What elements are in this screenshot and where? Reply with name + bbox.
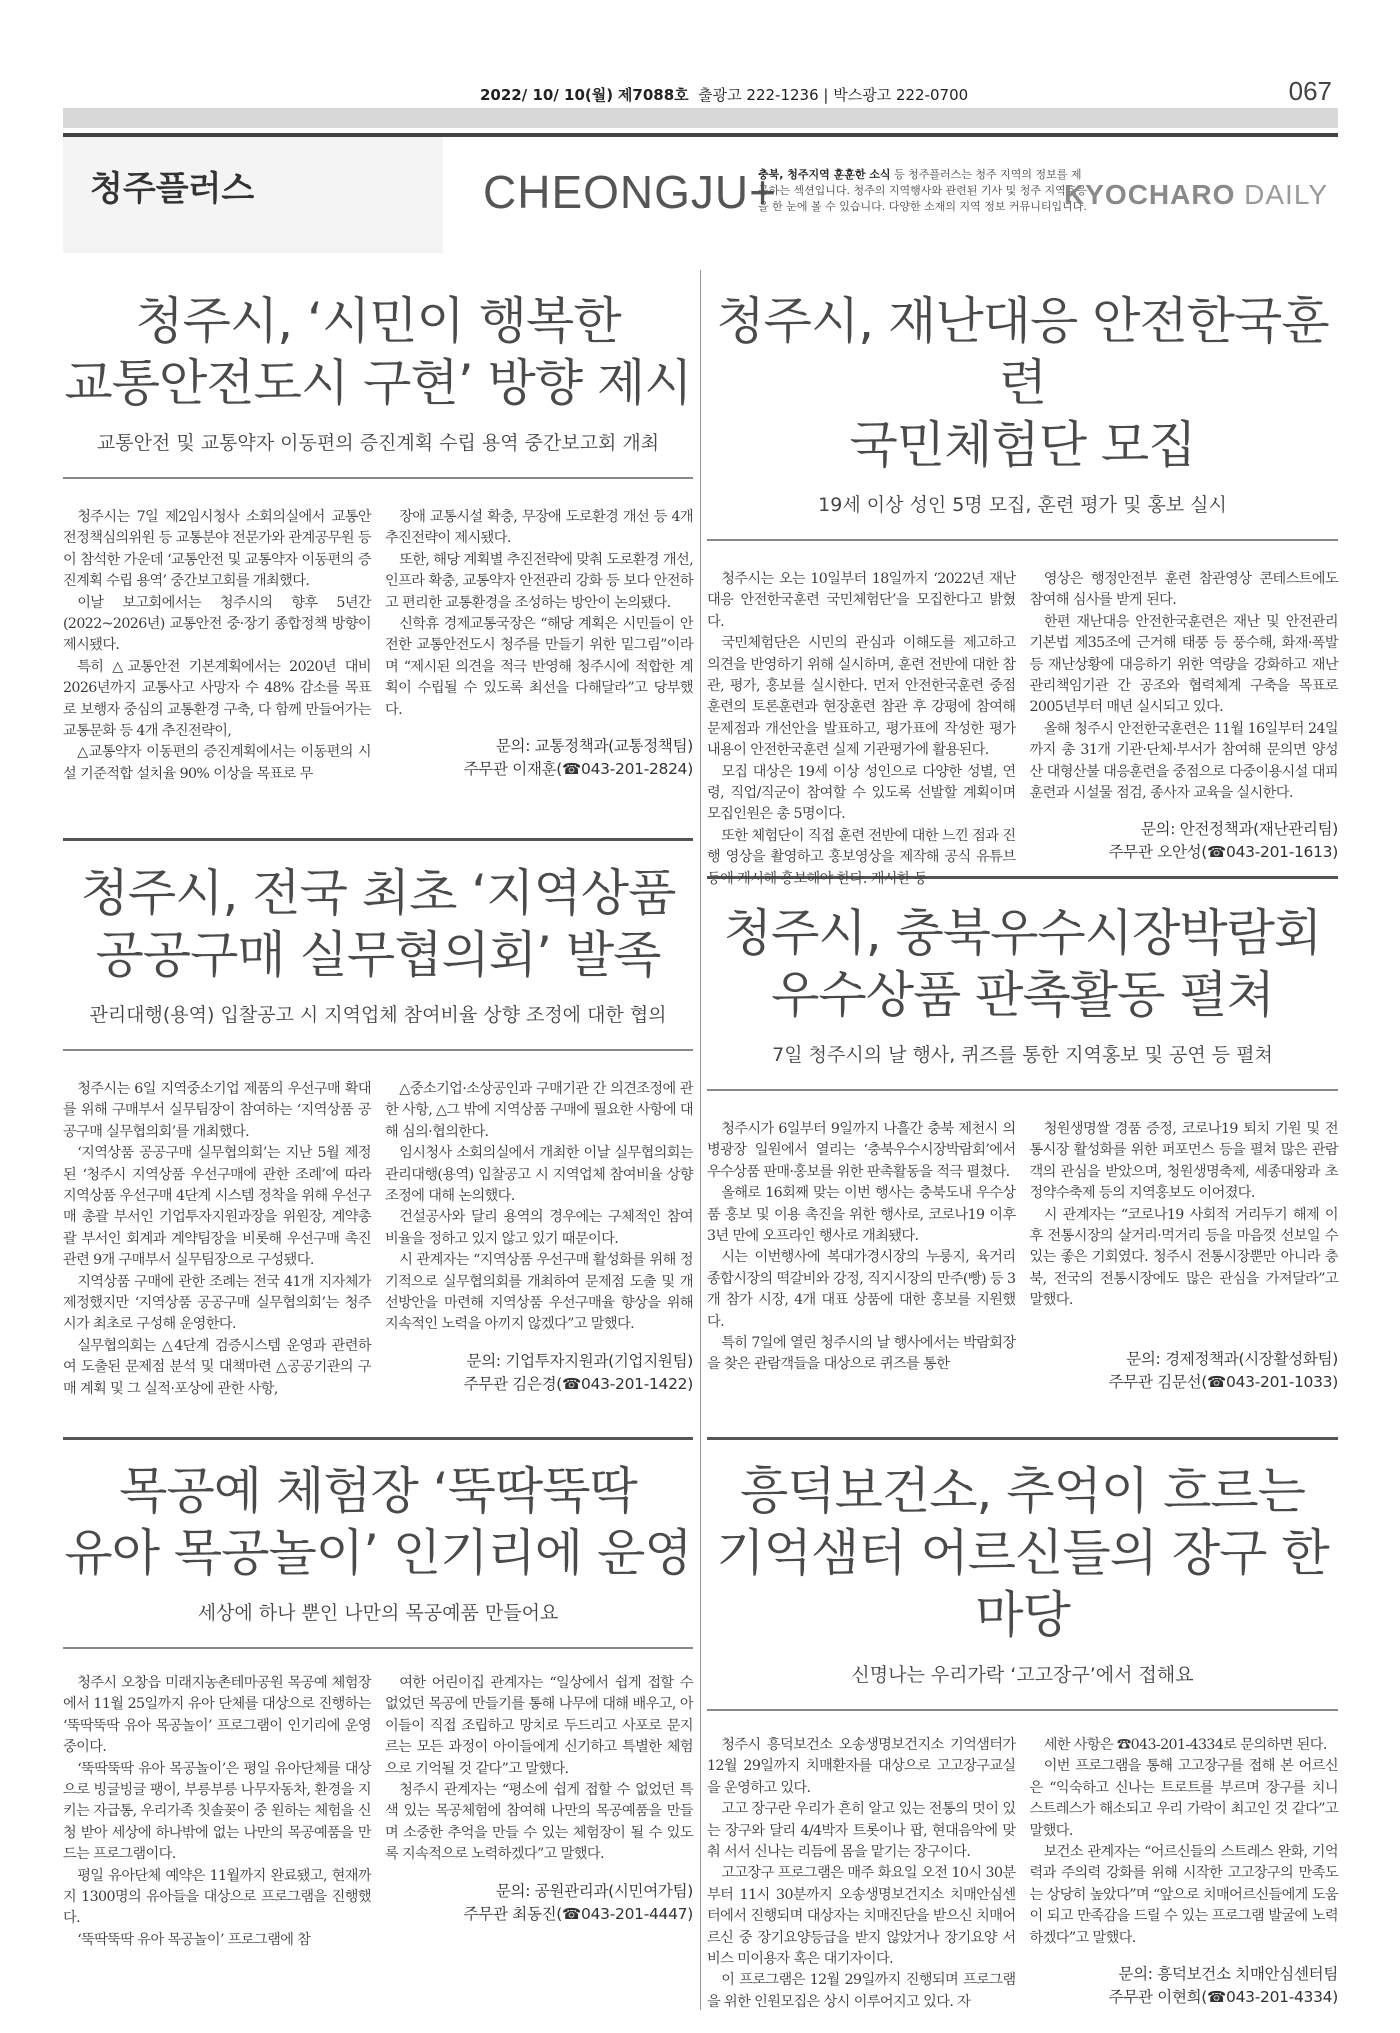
paragraph: 지역상품 구매에 관한 조례는 전국 41개 지자체가 제정했지만 ‘지역상품 공공구매 실무협의회’는 청주시가 최초로 구성해 운영한다. [63,1273,371,1333]
article-column-1 [63,507,371,785]
subtitle-rule [707,1089,1338,1091]
headline-line-1: 청주시, 전국 최초 ‘지역상품 [80,864,676,922]
article-column-1 [707,1735,1016,2013]
paragraph: 국민체험단은 시민의 관심과 이해도를 제고하고 의견을 반영하기 위해 실시하며, 훈련 전반에 대한 참관, 평가, 홍보를 실시한다. 먼저 안전한국훈련 중점훈련의 토론훈련과 현장훈련 참관 후 강평에 참여해 문제점과 개선안을 발표하고, 평가표에 작성한 평가내용이 안전한국훈련 실제 기관평가에 활용된다. [707,635,1016,759]
section-banner [63,133,1338,253]
issue-date: 2022/ 10/ 10(월) [480,86,614,104]
subtitle-rule [63,1647,693,1649]
article-woodcraft [63,1460,693,1951]
page-number: 067 [1288,76,1332,106]
headline-line-2: 우수상품 판촉활동 펼쳐 [771,966,1274,1024]
article-disaster-training [707,290,1338,890]
article-subtitle: 신명나는 우리가락 ‘고고장구’에서 접해요 [851,1664,1194,1686]
article-contact [385,1880,693,1926]
headline-line-2: 유아 목공놀이’ 인기리에 운영 [64,1524,692,1582]
contact-person: 주무관 최동진(☎043-201-4447) [463,1904,693,1923]
divider-left-1 [63,838,693,841]
contact-person: 주무관 이재훈(☎043-201-2824) [463,760,693,779]
article-market-expo [707,902,1338,1394]
article-subtitle: 관리대행(용역) 입찰공고 시 지역업체 참여비율 상향 조정에 대한 협의 [89,1004,667,1026]
article-traffic-safety [63,290,693,785]
column-divider [700,270,701,2010]
headline-line-1: 청주시, 충북우수시장박람회 [723,904,1322,962]
paragraph: 올해 청주시 안전한국훈련은 11월 16일부터 24일까지 총 31개 기관·단체·부서가 참여해 문의면 양성산 대형산불 대응훈련을 중점으로 다중이용시설 대피훈련과 시설물 점검, 종사자 교육을 실시한다. [1029,720,1338,802]
article-column-2 [1030,1119,1339,1394]
logo-bold: KYOCHARO [1064,179,1236,210]
paragraph: ‘지역상품 공공구매 실무협의회’는 지난 5월 제정된 ‘청주시 지역상품 우선구매에 관한 조례’에 따라 지역상품 우선구매 4단계 시스템 정착을 위해 우선구매 총괄 부서인 기업투자지원과장을 위원장, 계약총괄 부서인 회계과 계약팀장을 비롯해 우선구매 촉진 관련 9개 구매부서 실무팀장으로 구성됐다. [63,1145,371,1269]
article-column-2 [385,1079,693,1400]
paragraph: 청주시는 6일 지역중소기업 제품의 우선구매 확대를 위해 구매부서 실무팀장이 참여하는 ‘지역상품 공공구매 실무협의회’를 개최했다. [63,1081,371,1140]
article-janggu-class [707,1460,1338,2013]
paragraph: 고고장구 프로그램은 매주 화요일 오전 10시 30분부터 11시 30분까지 오송생명보건지소 치매안심센터에서 진행되며 대상자는 치매진단을 받으신 치매어르신 중 장기요양등급을 받지 않았거나 장기요양 서비스 미이용자 혹은 대기자이다. [707,1865,1016,1968]
paragraph: △중소기업·소상공인과 구매기관 간 의견조정에 관한 사항, △그 밖에 지역상품 구매에 필요한 사항에 대해 심의·협의한다. [385,1081,693,1140]
section-description [758,167,1088,215]
paragraph: 특히 7일에 열린 청주시의 날 행사에서는 박람회장을 찾은 관람객들을 대상으로 퀴즈를 통한 [707,1335,1016,1373]
article-subtitle: 19세 이상 성인 5명 모집, 훈련 평가 및 홍보 실시 [818,494,1227,516]
headline-line-1: 청주시, ‘시민이 행복한 [135,292,621,350]
paragraph: 이번 프로그램을 통해 고고장구를 접해 본 어르신은 “익숙하고 신나는 트로트를 부르며 장구를 치니 스트레스가 해소되고 우리 가락이 최고인 것 같다”고 말했다. [1029,1758,1338,1839]
paragraph: 평일 유아단체 예약은 11월까지 완료됐고, 현재까지 1300명의 유아들을 대상으로 프로그램을 진행했다. [63,1867,371,1927]
article-column-2 [1030,569,1339,890]
article-headline [707,290,1338,476]
article-column-1 [63,1673,371,1951]
divider-left-2 [63,1437,693,1440]
article-headline [707,1460,1338,1646]
article-contact [1030,818,1339,864]
newspaper-logo [1064,179,1328,211]
paragraph: 모집 대상은 19세 이상 성인으로 다양한 성별, 연령, 직업/직군이 참여할 수 있도록 선발할 계획이며 모집인원은 총 5명이다. [707,763,1016,823]
article-contact [1030,1348,1339,1394]
issue-info [480,84,968,105]
paragraph: 시 관계자는 “코로나19 사회적 거리두기 해제 이후 전통시장의 살거리·먹거리 등을 마음껏 선보일 수 있는 좋은 기회였다. 청주시 전통시장뿐만 아니라 충북, 전국의 전통시장에도 많은 관심을 가져달라”고 말했다. [1029,1206,1338,1309]
subtitle-rule [63,1049,693,1051]
article-column-1 [707,569,1016,890]
paragraph: 이날 보고회에서는 청주시의 향후 5년간(2022~2026년) 교통안전 중·장기 종합정책 방향이 제시됐다. [63,594,371,654]
paragraph: 보건소 관계자는 “어르신들의 스트레스 완화, 기억력과 주의력 강화를 위해 시작한 고고장구의 만족도는 상당히 높았다”며 “앞으로 치매어르신들에게 도움이 되고 만족감을 드릴 수 있는 프로그램 발굴에 노력하겠다”고 말했다. [1029,1844,1338,1946]
desc-rest: 등 청주플러스는 청주 지역의 정보를 제공하는 섹션입니다. 청주의 지역행사와 관련된 기사 및 청주 지역호응을 한 눈에 볼 수 있습니다. 다양한 소재의 지역 정보 커뮤니티입니다. [758,168,1087,213]
paragraph: 청주시 관계자는 “평소에 쉽게 접할 수 없었던 특색 있는 목공체험에 참여해 나만의 목공예품을 만들며 소중한 추억을 만들 수 있는 체험장이 될 수 있도록 지속적으로 노력하겠다”고 말했다. [385,1782,693,1863]
ad-contacts: 출광고 222-1236 | 박스광고 222-0700 [698,86,969,104]
paragraph: 청원생명쌀 경품 증정, 코로나19 퇴치 기원 및 전통시장 활성화를 위한 퍼포먼스 등을 펼쳐 많은 관람객의 관심을 받았으며, 청원생명축제, 세종대왕과 초정약수축제 등의 지역홍보도 이어졌다. [1029,1121,1338,1202]
desc-bold: 충북, 청주지역 훈훈한 소식 [758,168,891,181]
contact-person: 주무관 이현희(☎043-201-4334) [1108,1988,1338,2007]
article-local-procurement [63,862,693,1400]
paragraph: 청주시는 오는 10일부터 18일까지 ‘2022년 재난대응 안전한국훈련 국민체험단’을 모집한다고 밝혔다. [707,571,1016,630]
headline-line-2: 기억샘터 어르신들의 장구 한마당 [716,1524,1329,1644]
headline-line-1: 청주시, 재난대응 안전한국훈련 [716,292,1329,412]
paragraph: 또한 체험단이 직접 훈련 전반에 대한 느낀 점과 진행 영상을 촬영하고 홍보영상을 제작해 공식 유튜브 등에 게시해 홍보해야 한다. 게시한 동 [707,827,1016,887]
headline-line-2: 국민체험단 모집 [849,416,1196,474]
contact-person: 주무관 김문선(☎043-201-1033) [1108,1372,1338,1391]
paragraph: 신학휴 경제교통국장은 “해당 계획은 시민들이 안전한 교통안전도시 청주를 만들기 위한 밑그림”이라며 “제시된 의견을 적극 반영해 청주시에 적합한 계획이 수립될 수 있도록 최선을 다해달라”고 당부했다. [385,616,693,718]
contact-dept: 문의: 공원관리과(시민여가팀) [495,1881,693,1900]
article-contact [1030,1963,1339,2009]
paragraph: 고고 장구란 우리가 흔히 알고 있는 전통의 멋이 있는 장구와 달리 4/4박자 트롯이나 팝, 현대음악에 맞춰 서서 신나는 리듬에 몸을 맡기는 장구이다. [707,1801,1016,1861]
contact-dept: 문의: 흥덕보건소 치매안심센터팀 [1118,1965,1338,1984]
article-contact [385,735,693,781]
article-headline [63,862,693,986]
paragraph: 이 프로그램은 12월 29일까지 진행되며 프로그램을 위한 인원모집은 상시 이루어지고 있다. 자 [707,1972,1016,2010]
contact-dept: 문의: 교통정책과(교통정책팀) [495,737,693,756]
paragraph: 세한 사항은 ☎043-201-4334로 문의하면 된다. [1043,1737,1327,1753]
article-column-2 [1030,1735,1339,2013]
paragraph: 청주시 흥덕보건소 오송생명보건지소 기억샘터가 12월 29일까지 치매환자를 대상으로 고고장구교실을 운영하고 있다. [707,1737,1016,1796]
logo-rest: DAILY [1235,179,1328,210]
article-headline [63,1460,693,1584]
article-subtitle: 교통안전 및 교통약자 이동편의 증진계획 수립 용역 중간보고회 개최 [96,432,660,454]
paragraph: 특히 △교통안전 기본계획에서는 2020년 대비 2026년까지 교통사고 사망자 수 48% 감소를 목표로 보행자 중심의 교통환경 구축, 다 함께 만들어가는 교통문화 등 4개 추진전략이, [63,658,371,740]
article-headline [63,290,693,414]
paragraph: 한편 재난대응 안전한국훈련은 재난 및 안전관리 기본법 제35조에 근거해 태풍 등 풍수해, 화재·폭발 등 재난상황에 대응하기 위한 역량을 강화하고 재난관리책임기관 간 공조와 협력체계 구축을 목표로 2005년부터 매년 실시되고 있다. [1029,613,1338,716]
paragraph: 시는 이번행사에 복대가경시장의 누룽지, 육거리종합시장의 떡갈비와 강정, 직지시장의 만주(빵) 등 3개 참가 시장, 4개 대표 상품에 대한 홍보를 지원했다. [707,1249,1016,1330]
article-headline [707,902,1338,1026]
paragraph: 청주시는 7일 제2임시청사 소회의실에서 교통안전정책심의위원 등 교통분야 전문가와 관계공무원 등이 참석한 가운데 ‘교통안전 및 교통약자 이동편의 증진계획 수립 용역’ 중간보고회를 개최했다. [63,509,371,590]
article-subtitle: 7일 청주시의 날 행사, 퀴즈를 통한 지역홍보 및 공연 등 펼쳐 [772,1044,1273,1066]
contact-person: 주무관 오안성(☎043-201-1613) [1108,843,1338,862]
paragraph: 건설공사와 달리 용역의 경우에는 구체적인 참여비율을 정하고 있지 않고 있기 때문이다. [385,1209,693,1247]
paragraph: 시 관계자는 “지역상품 우선구매 활성화를 위해 정기적으로 실무협의회를 개최하여 문제점 도출 및 개선방안을 마련해 지역상품 우선구매율 향상을 위해 지속적인 노력을 아끼지 않겠다”고 말했다. [385,1252,693,1333]
paragraph: 여한 어린이집 관계자는 “일상에서 쉽게 접할 수 없었던 목공에 만들기를 통해 나무에 대해 배우고, 아이들이 직접 조립하고 망치로 두드리고 사포로 문지르는 모든 과정이 아이들에게 신기하고 특별한 체험으로 기억될 것 같다”고 말했다. [385,1675,693,1777]
article-column-1 [707,1119,1016,1394]
paragraph: 청주시 오창읍 미래지농촌테마공원 목공예 체험장에서 11월 25일까지 유아 단체를 대상으로 진행하는 ‘뚝딱뚝딱 유아 목공놀이’ 프로그램이 인기리에 운영 중이다. [63,1675,371,1756]
contact-dept: 문의: 기업투자지원과(기업지원팀) [466,1351,693,1370]
article-column-2 [385,507,693,785]
headline-line-2: 공공구매 실무협의회’ 발족 [95,926,661,984]
paragraph: ‘뚝딱뚝딱 유아 목공놀이’ 프로그램에 참 [77,1931,311,1948]
header-rule [63,108,1338,128]
subtitle-rule [63,477,693,479]
paragraph: ‘뚝딱뚝딱 유아 목공놀이’은 평일 유아단체를 대상으로 빙글빙글 팽이, 부릉부릉 나무자동차, 환경을 지키는 자급통, 우리가족 칫솔꽂이 중 원하는 체험을 신청 받아 세상에 하나밖에 없는 나만의 목공예품을 만드는 프로그램이다. [63,1760,371,1863]
article-contact [385,1350,693,1396]
headline-line-2: 교통안전도시 구현’ 방향 제시 [64,354,692,412]
paragraph: 장애 교통시설 확충, 무장애 도로환경 개선 등 4개 추진전략이 제시됐다. [385,509,693,547]
paragraph: 실무협의회는 △4단계 검증시스템 운영과 관련하여 도출된 문제점 분석 및 대책마련 △공공기관의 구매 계획 및 그 실적·포상에 관한 사항, [63,1337,371,1397]
contact-person: 주무관 김은경(☎043-201-1422) [463,1374,693,1393]
contact-dept: 문의: 안전정책과(재난관리팀) [1140,820,1338,839]
subtitle-rule [707,539,1338,541]
headline-line-1: 흥덕보건소, 추억이 흐르는 [740,1462,1305,1520]
article-column-2 [385,1673,693,1951]
section-brand: CHEONGJU+ [483,166,777,218]
article-column-1 [63,1079,371,1400]
page-header [0,78,1400,106]
issue-number: 제7088호 [617,86,689,104]
article-subtitle: 세상에 하나 뿐인 나만의 목공예품 만들어요 [197,1602,559,1624]
contact-dept: 문의: 경제정책과(시장활성화팀) [1126,1349,1338,1368]
subtitle-rule [707,1709,1338,1711]
paragraph: 또한, 해당 계획별 추진전략에 맞춰 도로환경 개선, 인프라 확충, 교통약자 안전관리 강화 등 보다 안전하고 편리한 교통환경을 조성하는 방안이 논의됐다. [385,551,693,611]
headline-line-1: 목공예 체험장 ‘뚝딱뚝딱 [119,1462,637,1520]
paragraph: △교통약자 이동편의 증진계획에서는 이동편의 시설 기준적합 설치율 90% 이상을 목표로 무 [63,744,371,782]
paragraph: 임시청사 소회의실에서 개최한 이날 실무협의회는 관리대행(용역) 입찰공고 시 지역업체 참여비율 상향조정에 대해 논의했다. [385,1145,693,1205]
divider-right-2 [707,1437,1338,1440]
section-title: 청주플러스 [90,169,255,209]
paragraph: 영상은 행정안전부 훈련 참관영상 콘테스트에도 참여해 심사를 받게 된다. [1029,571,1338,609]
paragraph: 올해로 16회째 맞는 이번 행사는 충북도내 우수상품 홍보 및 이용 촉진을 위한 행사로, 코로나19 이후 3년 만에 오프라인 행사로 개최됐다. [707,1185,1016,1245]
paragraph: 청주시가 6일부터 9일까지 나흘간 충북 제천시 의병광장 일원에서 열리는 ‘충북우수시장박람회’에서 우수상품 판매·홍보를 위한 판촉활동을 적극 펼쳤다. [707,1121,1016,1180]
